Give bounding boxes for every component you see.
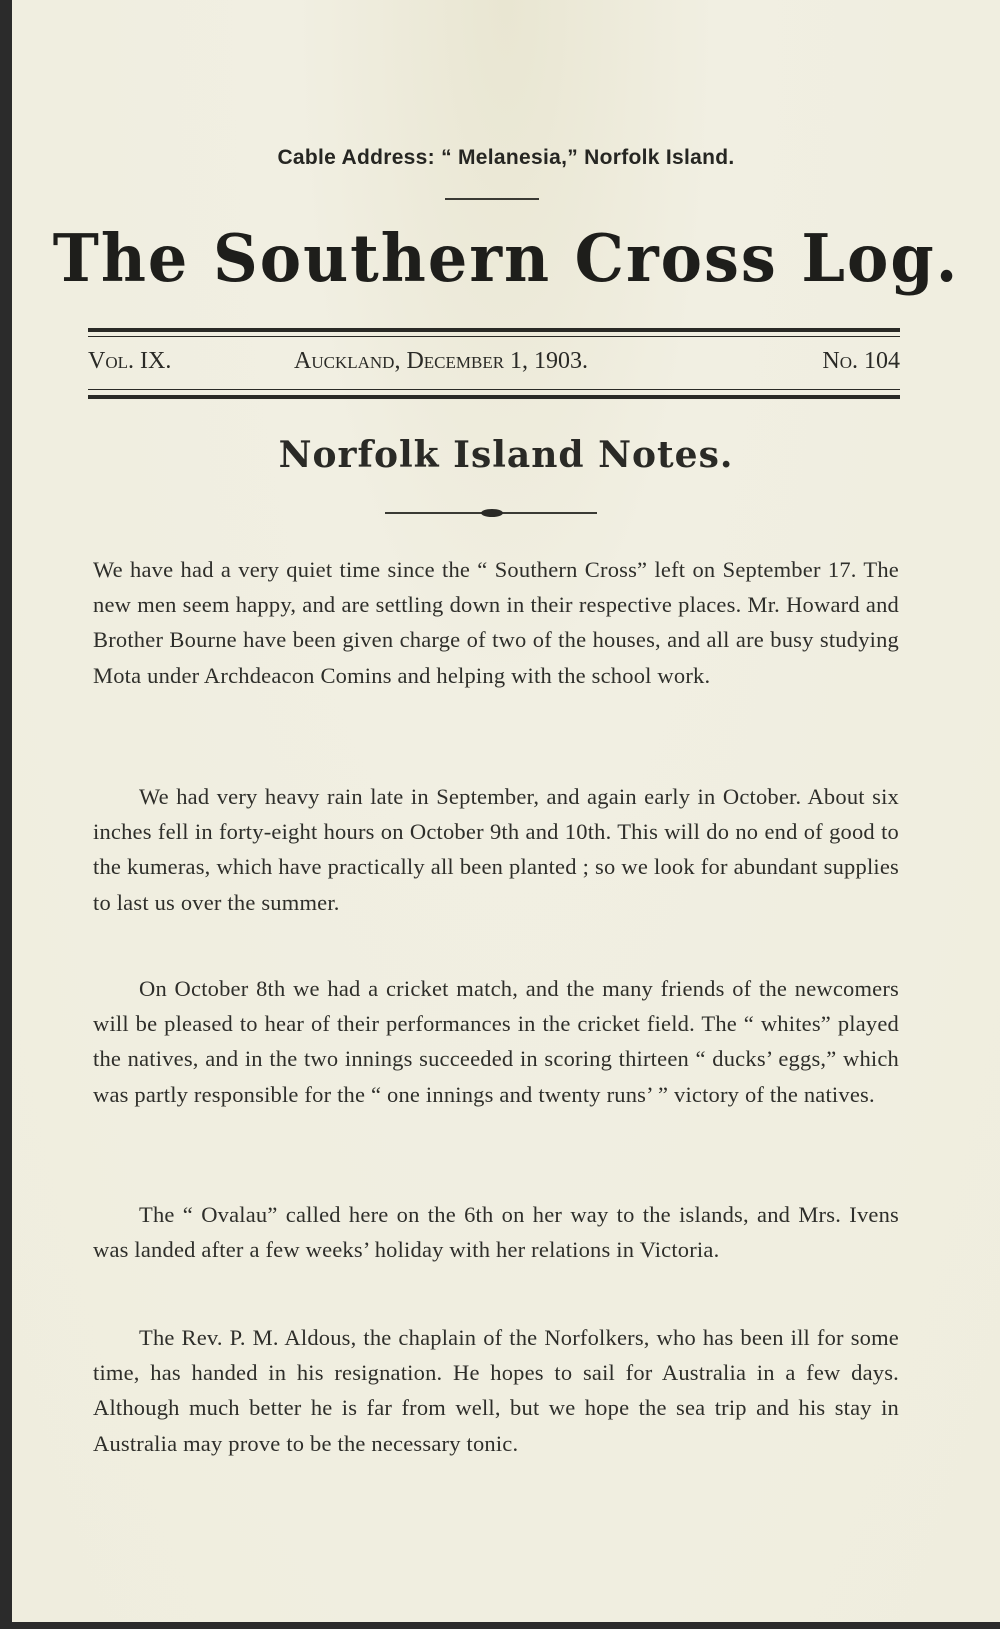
- article-paragraph-5: [93, 1320, 899, 1461]
- article-heading: Norfolk Island Notes.: [278, 434, 734, 476]
- masthead-thick-rule-bottom: [88, 395, 900, 399]
- divider-ornament-icon: [385, 508, 597, 518]
- masthead-thin-rule-bottom: [88, 389, 900, 390]
- paragraph-text: We have had a very quiet time since the “ Southern Cross” left on September 17. The new men seem happy, and are settling down in their respective places. Mr. Howard and Brother Bourne have been given charge of two of the houses, and all are busy studying Mota under Archdeacon Comins and helping with the school work.: [93, 557, 899, 688]
- masthead-thin-rule-top: [88, 336, 900, 337]
- article-paragraph-1: [93, 552, 899, 693]
- article-paragraph-4: [93, 1197, 899, 1267]
- cable-address: Cable Address: “ Melanesia,” Norfolk Island.: [277, 146, 735, 169]
- ornament-center: [481, 509, 503, 517]
- volume-label: Vol. IX.: [88, 348, 172, 374]
- masthead-title: The Southern Cross Log.: [52, 220, 960, 297]
- place-date: Auckland, December 1, 1903.: [294, 348, 589, 374]
- paragraph-text: The Rev. P. M. Aldous, the chaplain of the Norfolkers, who has been ill for some time, has handed in his resignation. He hopes to sail for Australia in a few days. Although much better he is far from well, but we hope the sea trip and his stay in Australia may prove to be the necessary tonic.: [93, 1325, 899, 1456]
- paragraph-text: We had very heavy rain late in September, and again early in October. About six inches fell in forty-eight hours on October 9th and 10th. This will do no end of good to the kumeras, which have practically all been planted ; so we look for abundant supplies to last us over the summer.: [93, 784, 899, 915]
- paragraph-text: On October 8th we had a cricket match, and the many friends of the newcomers will be pleased to hear of their performances in the cricket field. The “ whites” played the natives, and in the two innings succeeded in scoring thirteen “ ducks’ eggs,” which was partly responsible for the “ one innings and twenty runs’ ” victory of the natives.: [93, 976, 899, 1107]
- masthead-thick-rule-top: [88, 328, 900, 332]
- article-paragraph-3: [93, 971, 899, 1112]
- article-paragraph-2: [93, 779, 899, 920]
- short-divider: [445, 198, 539, 200]
- issue-number: No. 104: [822, 348, 900, 374]
- paragraph-text: The “ Ovalau” called here on the 6th on her way to the islands, and Mrs. Ivens was landed after a few weeks’ holiday with her relations in Victoria.: [93, 1202, 899, 1263]
- newspaper-page: [12, 0, 1000, 1622]
